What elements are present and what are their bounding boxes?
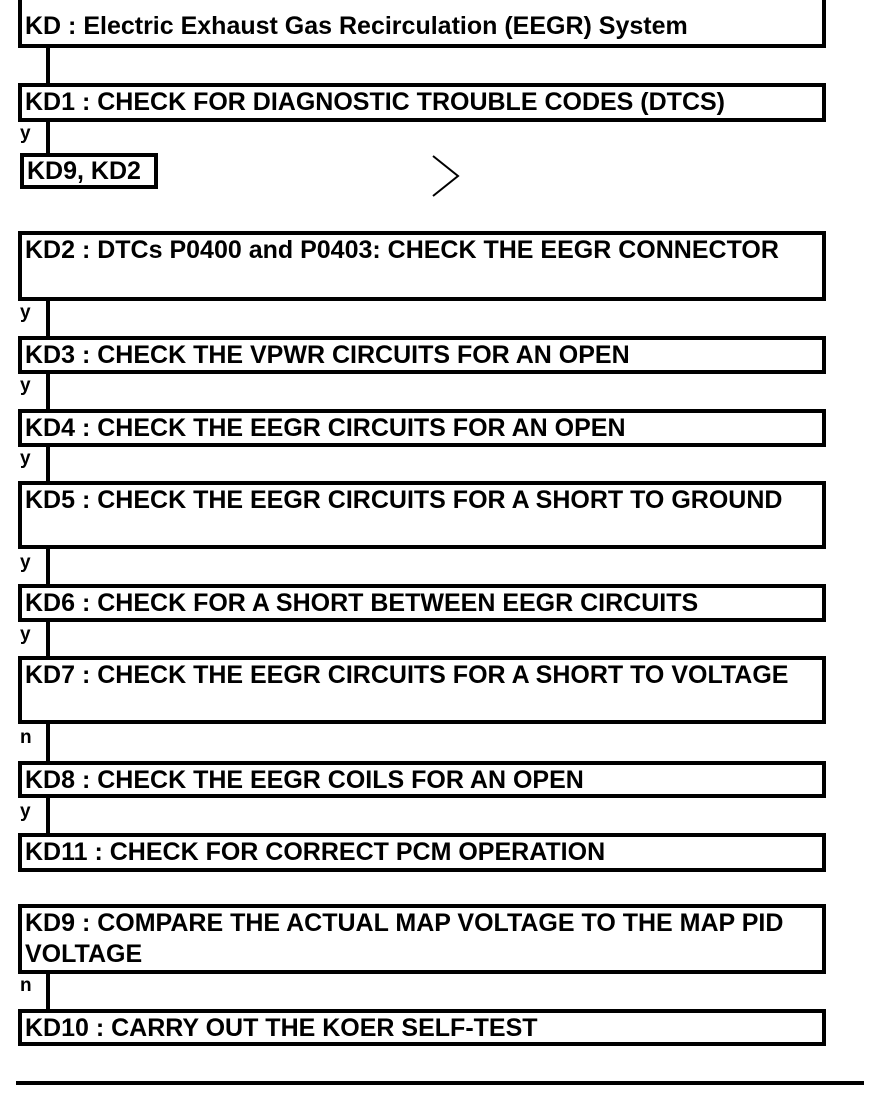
- edge-label-yes: y: [20, 302, 31, 323]
- connector-line: [46, 549, 50, 585]
- edge-label-yes: y: [20, 624, 31, 645]
- connector-line: [46, 974, 50, 1010]
- step-kd5[interactable]: KD5 : CHECK THE EEGR CIRCUITS FOR A SHORT TO GROUND: [18, 481, 826, 549]
- chevron-right-icon[interactable]: [430, 154, 464, 200]
- step-kd6[interactable]: KD6 : CHECK FOR A SHORT BETWEEN EEGR CIRCUITS: [18, 584, 826, 622]
- step-kd9[interactable]: KD9 : COMPARE THE ACTUAL MAP VOLTAGE TO THE MAP PID VOLTAGE: [18, 904, 826, 974]
- connector-line: [46, 48, 50, 84]
- step-kd1[interactable]: KD1 : CHECK FOR DIAGNOSTIC TROUBLE CODES (DTCS): [18, 83, 826, 122]
- connector-line: [46, 447, 50, 483]
- bottom-divider: [16, 1081, 864, 1085]
- connector-line: [46, 622, 50, 658]
- step-kd2[interactable]: KD2 : DTCs P0400 and P0403: CHECK THE EEGR CONNECTOR: [18, 231, 826, 301]
- step-kd11[interactable]: KD11 : CHECK FOR CORRECT PCM OPERATION: [18, 833, 826, 872]
- step-kd7[interactable]: KD7 : CHECK THE EEGR CIRCUITS FOR A SHORT TO VOLTAGE: [18, 656, 826, 724]
- edge-label-yes: y: [20, 552, 31, 573]
- edge-label-yes: y: [20, 375, 31, 396]
- connector-line: [46, 724, 50, 762]
- step-kd8[interactable]: KD8 : CHECK THE EEGR COILS FOR AN OPEN: [18, 761, 826, 798]
- flowchart-title: KD : Electric Exhaust Gas Recirculation (EEGR) System: [18, 0, 826, 48]
- step-kd10[interactable]: KD10 : CARRY OUT THE KOER SELF-TEST: [18, 1009, 826, 1046]
- connector-line: [46, 122, 50, 153]
- edge-label-yes: y: [20, 123, 31, 144]
- step-kd4[interactable]: KD4 : CHECK THE EEGR CIRCUITS FOR AN OPEN: [18, 409, 826, 447]
- step-kd3[interactable]: KD3 : CHECK THE VPWR CIRCUITS FOR AN OPEN: [18, 336, 826, 374]
- connector-line: [46, 798, 50, 834]
- connector-line: [46, 301, 50, 337]
- edge-label-yes: y: [20, 448, 31, 469]
- edge-label-no: n: [20, 975, 32, 996]
- kd1-result-box[interactable]: KD9, KD2: [20, 153, 158, 189]
- edge-label-no: n: [20, 727, 32, 748]
- edge-label-yes: y: [20, 801, 31, 822]
- connector-line: [46, 374, 50, 410]
